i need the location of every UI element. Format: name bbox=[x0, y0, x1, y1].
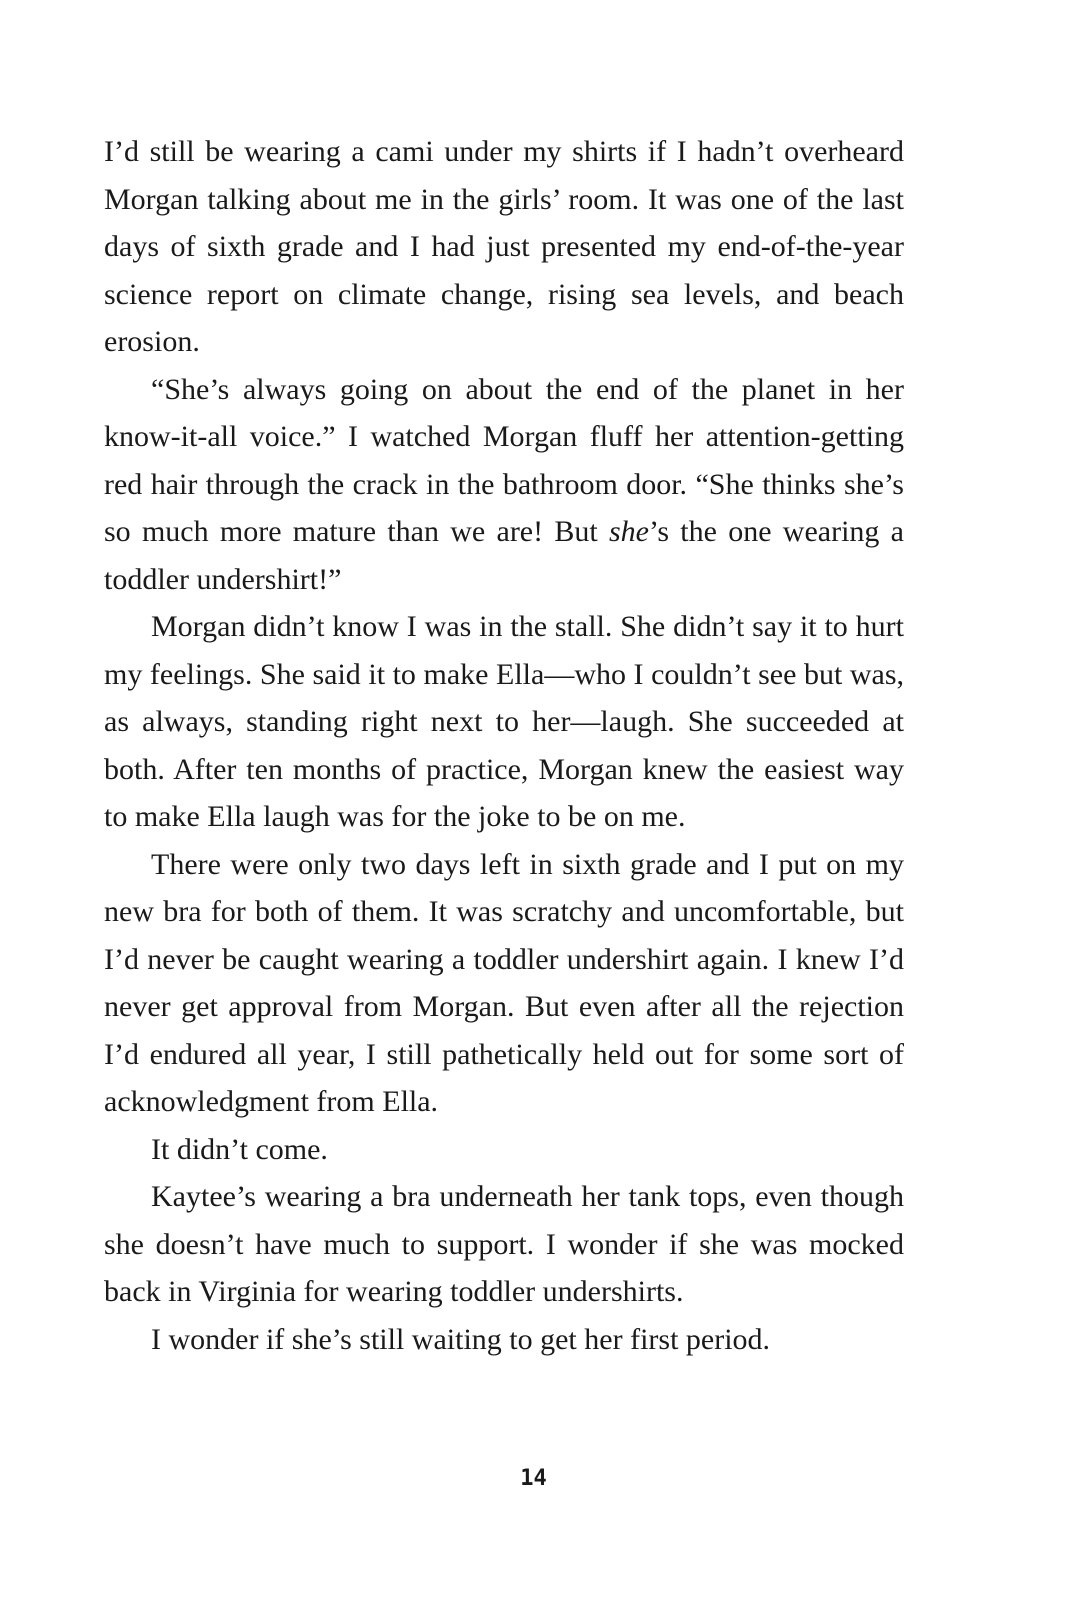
paragraph-4-text: There were only two days left in sixth grade and I put on my new bra for both of them. It was scratchy and uncomfortable, but I’d never be caught wearing a toddler undershirt again. I knew I’d never get approval from Morgan. But even after all the rejection I’d endured all year, I still pathetically held out for some sort of acknowledgment from Ella. bbox=[104, 847, 904, 1118]
page-number: 14 bbox=[520, 1466, 547, 1491]
paragraph-4 bbox=[104, 841, 904, 1126]
paragraph-3 bbox=[104, 603, 904, 841]
paragraph-5 bbox=[104, 1126, 904, 1174]
body-text bbox=[104, 128, 904, 1363]
paragraph-6 bbox=[104, 1173, 904, 1316]
paragraph-7-text: I wonder if she’s still waiting to get her first period. bbox=[151, 1322, 771, 1356]
paragraph-7 bbox=[104, 1316, 904, 1364]
paragraph-2-text-b: ’s the one wearing a toddler undershirt!” bbox=[104, 515, 904, 596]
paragraph-5-text: It didn’t come. bbox=[151, 1132, 328, 1166]
paragraph-2-text-a: “She’s always going on about the end of the planet in her know-it-all voice.” I watched Morgan fluff her attention-getting red hair through the crack in the bathroom door. “She thinks she’s so much more mature than we are! But bbox=[104, 372, 904, 548]
paragraph-2 bbox=[104, 366, 904, 604]
paragraph-1 bbox=[104, 128, 904, 366]
paragraph-6-text: Kaytee’s wearing a bra underneath her tank tops, even though she doesn’t have much to support. I wonder if she was mocked back in Virginia for wearing toddler undershirts. bbox=[104, 1180, 904, 1308]
paragraph-1-text: I’d still be wearing a cami under my shirts if I hadn’t overheard Morgan talking about me in the girls’ room. It was one of the last days of sixth grade and I had just presented my end-of-the-year science report on climate change, rising sea levels, and beach erosion. bbox=[104, 135, 904, 358]
paragraph-2-emphasis: she bbox=[609, 515, 649, 548]
paragraph-3-text: Morgan didn’t know I was in the stall. She didn’t say it to hurt my feelings. She said it to make Ella—who I couldn’t see but was, as always, standing right next to her—laugh. She succeeded at both. After ten months of practice, Morgan knew the easiest way to make Ella laugh was for the joke to be on me. bbox=[104, 610, 904, 833]
